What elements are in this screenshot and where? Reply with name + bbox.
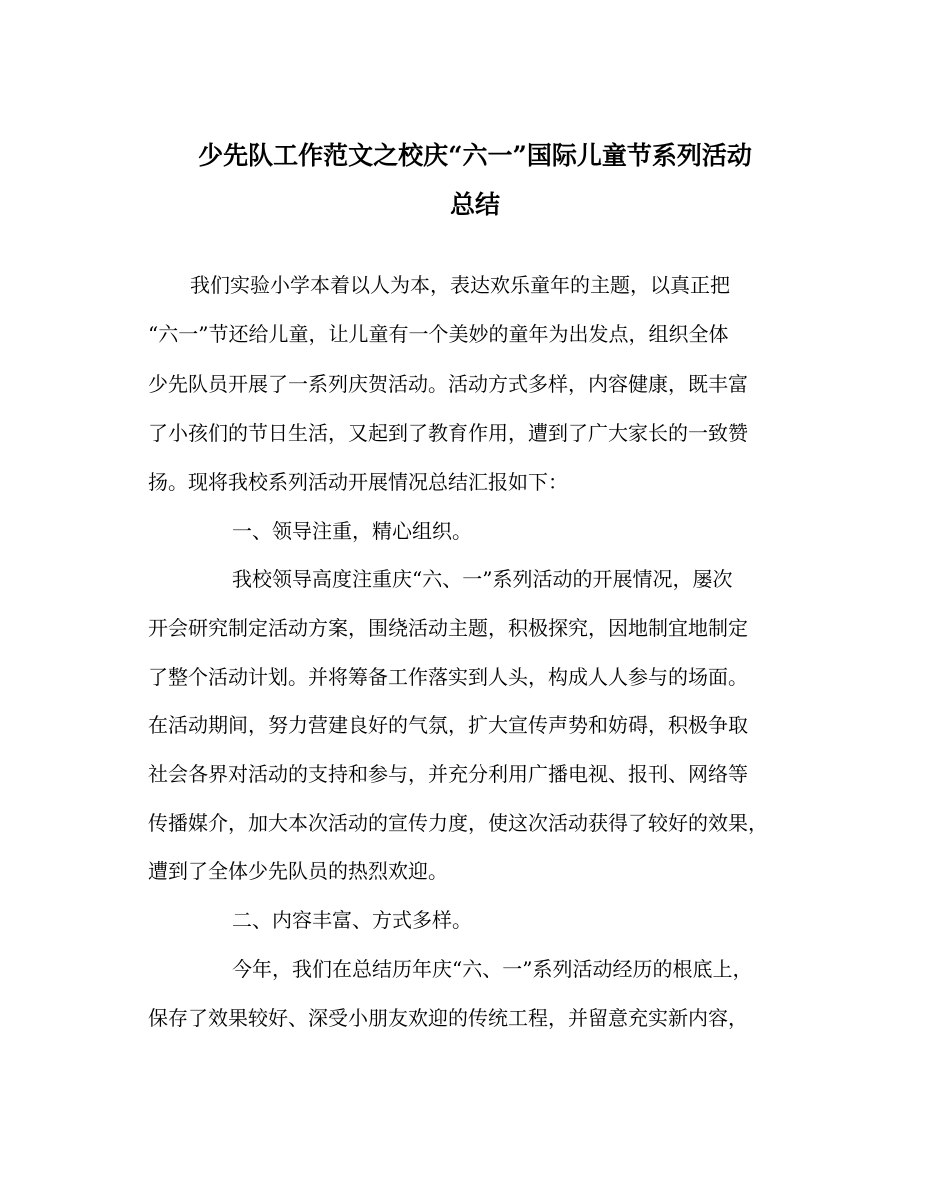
paragraph-line: 了小孩们的节日生活，又起到了教育作用，遭到了广大家长的一致赞 <box>148 421 748 445</box>
paragraph-line: 扬。现将我校系列活动开展情况总结汇报如下： <box>148 470 568 494</box>
section-heading: 一、领导注重，精心组织。 <box>232 519 472 543</box>
paragraph-line: 少先队员开展了一系列庆贺活动。活动方式多样，内容健康，既丰富 <box>148 372 748 396</box>
paragraph-line: 今年，我们在总结历年庆“六、一”系列活动经历的根底上， <box>232 957 753 981</box>
paragraph-line: 了整个活动计划。并将筹备工作落实到人头，构成人人参与的场面。 <box>148 665 748 689</box>
paragraph-line: 在活动期间，努力营建良好的气氛，扩大宣传声势和妨碍，积极争取 <box>148 713 748 737</box>
document-title-line-2: 总结 <box>449 190 500 219</box>
paragraph-line: 保存了效果较好、深受小朋友欢迎的传统工程，并留意充实新内容， <box>148 1006 748 1030</box>
paragraph-line: 我们实验小学本着以人为本，表达欢乐童年的主题，以真正把 <box>190 273 730 297</box>
paragraph-line: 传播媒介，加大本次活动的宣传力度，使这次活动获得了较好的效果， <box>148 811 768 835</box>
paragraph-line: “六一”节还给儿童，让儿童有一个美妙的童年为出发点，组织全体 <box>148 322 729 346</box>
paragraph-line: 开会研究制定活动方案，围绕活动主题，积极探究，因地制宜地制定 <box>148 616 748 640</box>
section-heading: 二、内容丰富、方式多样。 <box>232 908 472 932</box>
document-title-line-1: 少先队工作范文之校庆“六一”国际儿童节系列活动 <box>198 141 752 170</box>
paragraph-line: 遭到了全体少先队员的热烈欢迎。 <box>148 859 448 883</box>
paragraph-line: 社会各界对活动的支持和参与，并充分利用广播电视、报刊、网络等 <box>148 762 748 786</box>
paragraph-line: 我校领导高度注重庆“六、一”系列活动的开展情况，屡次 <box>232 567 733 591</box>
